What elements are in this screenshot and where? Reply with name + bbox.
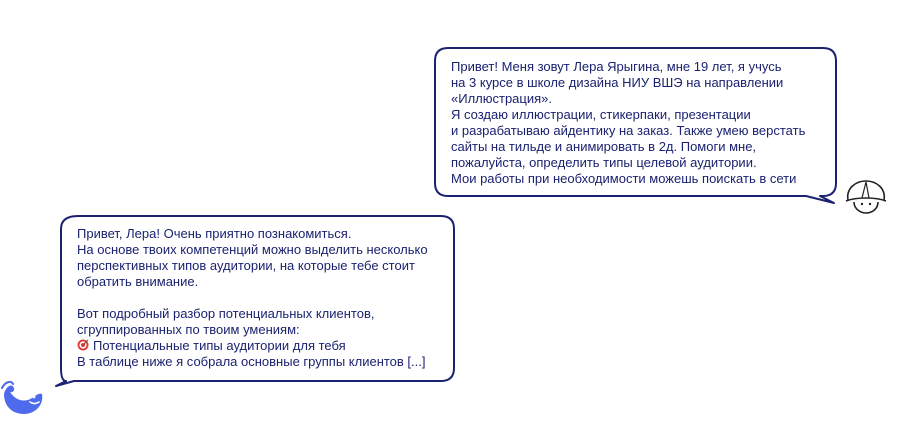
blank-line xyxy=(77,290,428,306)
message-line xyxy=(77,242,428,258)
message-line xyxy=(77,226,428,242)
target-icon xyxy=(77,339,89,351)
message-line-text: и разрабатываю айдентику на заказ. Также умею верстать xyxy=(451,123,806,138)
message-line-text: на 3 курсе в школе дизайна НИУ ВШЭ на направлении xyxy=(451,75,784,90)
message-line-text: Я создаю иллюстрации, стикерпаки, презентации xyxy=(451,107,751,122)
message-line-text: Вот подробный разбор потенциальных клиентов, xyxy=(77,306,375,321)
message-line-text: пожалуйста, определить типы целевой аудитории. xyxy=(451,155,757,170)
message-line-text: сгруппированных по твоим умениям: xyxy=(77,322,300,337)
message-line-text: обратить внимание. xyxy=(77,274,199,289)
message-line xyxy=(77,306,428,322)
message-line-text: перспективных типов аудитории, на которые тебе стоит xyxy=(77,258,415,273)
message-line-text: Потенциальные типы аудитории для тебя xyxy=(93,338,346,353)
message-line-text: Привет! Меня зовут Лера Ярыгина, мне 19 лет, я учусь xyxy=(451,59,782,74)
message-line xyxy=(77,354,428,370)
message-line-text: В таблице ниже я собрала основные группы клиентов [...] xyxy=(77,354,426,369)
whale-logo-icon xyxy=(0,380,46,418)
message-line-text: сайты на тильде и анимировать в 2д. Помоги мне, xyxy=(451,139,757,154)
message-line xyxy=(77,338,428,354)
message-line-text: На основе твоих компетенций можно выделить несколько xyxy=(77,242,428,257)
assistant-message-text xyxy=(77,226,428,370)
message-line-text: Привет, Лера! Очень приятно познакомиться. xyxy=(77,226,352,241)
message-line xyxy=(77,274,428,290)
message-line-text: Мои работы при необходимости можешь поискать в сети xyxy=(451,171,797,186)
message-line xyxy=(77,322,428,338)
message-line xyxy=(77,258,428,274)
message-line-text: «Иллюстрация». xyxy=(451,91,552,106)
